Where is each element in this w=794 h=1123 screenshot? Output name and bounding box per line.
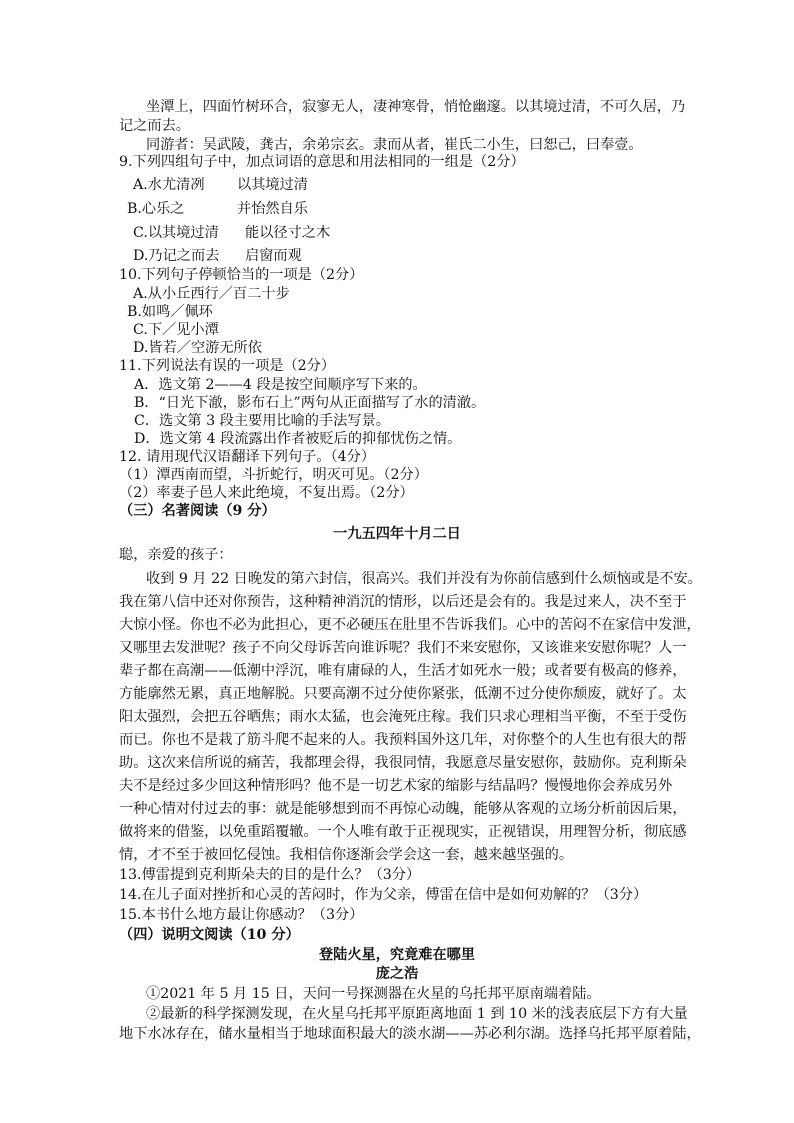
q9-option-b-right: 并怡然自乐 <box>237 201 308 217</box>
q12-item-1: （1）潭西南而望，斗折蛇行，明灭可见。（2分） <box>119 467 428 483</box>
letter-line: 助。这次来信所说的痛苦，我都理会得，我很同情，我愿意尽量安慰你，鼓励你。克利斯朵 <box>119 755 687 771</box>
letter-line: 我在第八信中还对你预告，这种精神消沉的情形，以后还是会有的。我是过来人，决不至于 <box>119 594 687 610</box>
q9-option-a-right: 以其境过清 <box>237 177 308 193</box>
letter-line: 而已。你也不是栽了筋斗爬不起来的人。我预料国外这几年，对你整个的人生也有很大的帮 <box>119 732 687 748</box>
article-title: 登陆火星，究竟难在哪里 <box>318 947 476 963</box>
article-para1: ①2021 年 5 月 15 日，天问一号探测器在火星的乌托邦平原南端着陆。 <box>146 986 601 1002</box>
section4-heading: （四）说明文阅读（10 分） <box>119 927 300 943</box>
q9-stem: 9.下列四组句子中，加点词语的意思和用法相同的一组是（2分） <box>119 154 525 170</box>
letter-line: 夫不是经过多少回这种情形吗？他不是一切艺术家的缩影与结晶吗？慢慢地你会养成另外 <box>119 778 673 794</box>
q12-stem: 12. 请用现代汉语翻译下列句子。（4分） <box>119 449 376 465</box>
letter-line: 一种心情对付过去的事：就是能够想到而不再惊心动魄，能够从客观的立场分析前因后果， <box>119 801 687 817</box>
section3-heading: （三）名著阅读（9 分） <box>119 503 276 519</box>
q11-option-b: B．“日光下澈，影布石上”两句从正面描写了水的清澈。 <box>134 395 486 411</box>
letter-salutation: 聪，亲爱的孩子： <box>119 547 233 563</box>
q14: 14.在儿子面对挫折和心灵的苦闷时，作为父亲，傅雷在信中是如何劝解的？（3分） <box>119 887 648 903</box>
article-para2-line2: 地下水冰存在，储水量相当于地球面积最大的淡水湖——苏必利尔湖。选择乌托邦平原着陆， <box>119 1026 701 1042</box>
classical-para2: 同游者：吴武陵，龚古，余弟宗玄。隶而从者，崔氏二小生，曰恕己，曰奉壹。 <box>146 137 643 153</box>
classical-para1-line2: 记之而去。 <box>119 118 190 134</box>
q10-stem: 10.下列句子停顿恰当的一项是（2分） <box>119 267 364 283</box>
letter-line: 做将来的借鉴，以免重蹈覆辙。一个人唯有敢于正视现实，正视错误，用理智分析，彻底感 <box>119 824 687 840</box>
letter-line: 情，才不至于被回忆侵蚀。我相信你逐渐会学会这一套，越来越坚强的。 <box>119 847 574 863</box>
article-para2-line1: ②最新的科学探测发现，在火星乌托邦平原距离地面 1 到 10 米的浅表底层下方有大量 <box>146 1006 688 1022</box>
q9-option-c-right: 能以径寸之木 <box>245 225 331 241</box>
q11-option-c: C．选文第 3 段主要用比喻的手法写景。 <box>134 413 390 429</box>
q10-option-c: C.下／见小潭 <box>133 322 219 338</box>
q11-option-a: A．选文第 2——4 段是按空间顺序写下来的。 <box>134 377 427 393</box>
letter-line: 方能廓然无累，真正地解脱。只要高潮不过分使你紧张，低潮不过分使你颓废，就好了。太 <box>119 686 687 702</box>
q9-option-c-left: C.以其境过清 <box>133 225 219 241</box>
q9-option-a-left: A.水尤清冽 <box>133 177 205 193</box>
q15: 15.本书什么地方最让你感动？（3分） <box>119 907 364 923</box>
letter-line: 辈子都在高潮——低潮中浮沉，唯有庸碌的人，生活才如死水一般；或者要有极高的修养， <box>119 663 687 679</box>
q10-option-b: B.如鸣／佩环 <box>127 304 213 320</box>
q9-option-d-right: 启窗而观 <box>245 248 302 264</box>
article-author: 庞之浩 <box>375 966 419 982</box>
letter-title: 一九五四年十月二日 <box>333 526 461 542</box>
q13: 13.傅雷提到克利斯朵夫的目的是什么？（3分） <box>119 867 421 883</box>
q9-option-d-left: D.乃记之而去 <box>133 248 220 264</box>
q9-option-b-left: B.心乐之 <box>127 201 185 217</box>
letter-line: 大惊小怪。你也不必为此担心，更不必硬压在肚里不告诉我们。心中的苦闷不在家信中发泄， <box>119 617 701 633</box>
q12-item-2: （2）率妻子邑人来此绝境，不复出焉。（2分） <box>119 485 414 501</box>
letter-line: 收到 9 月 22 日晚发的第六封信，很高兴。我们并没有为你前信感到什么烦恼或是不安。 <box>146 571 702 587</box>
q11-stem: 11.下列说法有误的一项是（2分） <box>119 358 336 374</box>
classical-para1-line1: 坐潭上，四面竹树环合，寂寥无人，凄神寒骨，悄怆幽邃。以其境过清，不可久居，乃 <box>146 99 686 115</box>
q11-option-d: D．选文第 4 段流露出作者被贬后的抑郁忧伤之情。 <box>134 431 462 447</box>
q10-option-d: D.皆若／空游无所依 <box>133 340 262 356</box>
q10-option-a: A.从小丘西行／百二十步 <box>133 286 290 302</box>
letter-line: 阳太强烈，会把五谷晒焦；雨水太猛，也会淹死庄稼。我们只求心理相当平衡，不至于受伤 <box>119 709 687 725</box>
letter-line: 又哪里去发泄呢？孩子不向父母诉苦向谁诉呢？我们不来安慰你，又该谁来安慰你呢？人一 <box>119 640 687 656</box>
